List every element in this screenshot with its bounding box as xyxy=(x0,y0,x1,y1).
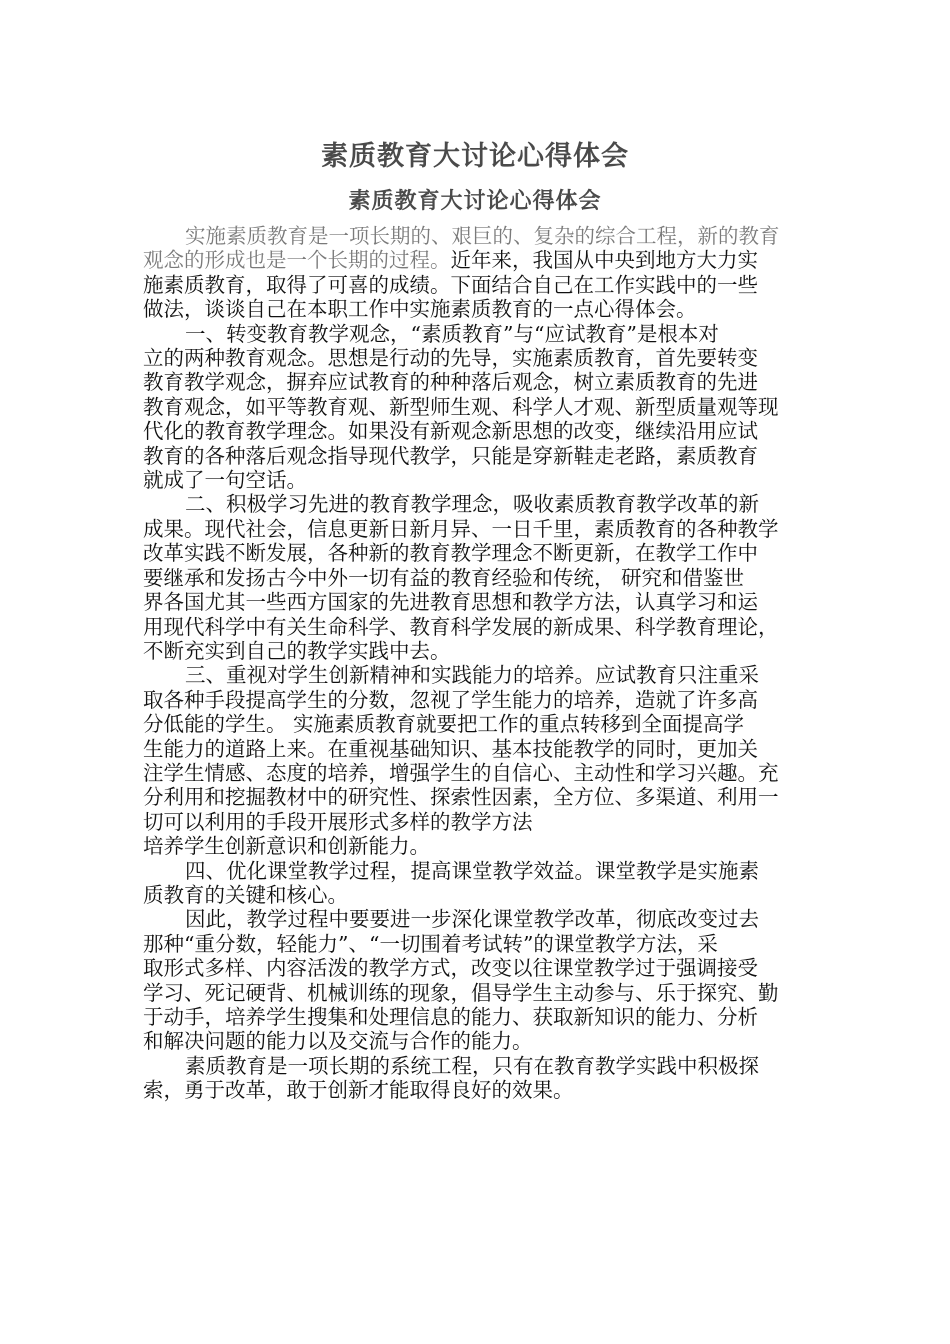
text-segment: 近年来，我国从中央到地方大力实 xyxy=(450,248,758,273)
text-line: 素质教育是一项长期的系统工程，只有在教育教学实践中积极探 xyxy=(185,1053,759,1078)
text-line: 分利用和挖掘教材中的研究性、探索性因素，全方位、多渠道、利用一 xyxy=(143,785,779,810)
text-line: 索，勇于改革，敢于创新才能取得良好的效果。 xyxy=(143,1078,574,1103)
text-line: 注学生情感、态度的培养，增强学生的自信心、主动性和学习兴趣。充 xyxy=(143,760,779,785)
text-line: 要继承和发扬古今中外一切有益的教育经验和传统， 研究和借鉴世 xyxy=(143,565,745,590)
text-line: 三、重视对学生创新精神和实践能力的培养。应试教育只注重采 xyxy=(185,663,759,688)
text-line: 四、优化课堂教学过程，提高课堂教学效益。课堂教学是实施素 xyxy=(185,858,759,883)
text-line: 施素质教育，取得了可喜的成绩。下面结合自己在工作实践中的一些 xyxy=(143,272,758,297)
text-line: 做法，谈谈自己在本职工作中实施素质教育的一点心得体会。 xyxy=(143,297,697,322)
text-line: 不断充实到自己的教学实践中去。 xyxy=(143,638,451,663)
text-line: 因此，教学过程中要要进一步深化课堂教学改革，彻底改变过去 xyxy=(185,907,759,932)
text-line: 那种“重分数，轻能力”、“一切围着考试转”的课堂教学方法，采 xyxy=(143,931,718,956)
text-line: 代化的教育教学理念。如果没有新观念新思想的改变，继续沿用应试 xyxy=(143,419,758,444)
text-line: 取形式多样、内容活泼的教学方式，改变以往课堂教学过于强调接受 xyxy=(143,956,758,981)
text-line: 实施素质教育是一项长期的、艰巨的、复杂的综合工程，新的教育 xyxy=(185,224,780,248)
document-title: 素质教育大讨论心得体会 xyxy=(321,141,629,172)
text-line: 质教育的关键和核心。 xyxy=(143,882,348,907)
text-line: 生能力的道路上来。在重视基础知识、基本技能教学的同时，更加关 xyxy=(143,736,758,761)
text-line: 立的两种教育观念。思想是行动的先导，实施素质教育，首先要转变 xyxy=(143,346,758,371)
text-line: 学习、死记硬背、机械训练的现象，倡导学生主动参与、乐于探究、勤 xyxy=(143,980,779,1005)
text-line: 用现代科学中有关生命科学、教育科学发展的新成果、科学教育理论， xyxy=(143,614,779,639)
text-line: 培养学生创新意识和创新能力。 xyxy=(143,834,430,859)
text-line: 分低能的学生。 实施素质教育就要把工作的重点转移到全面提高学 xyxy=(143,712,745,737)
text-line: 取各种手段提高学生的分数，忽视了学生能力的培养，造就了许多高 xyxy=(143,687,758,712)
text-line: 就成了一句空话。 xyxy=(143,468,307,493)
document-subtitle: 素质教育大讨论心得体会 xyxy=(348,189,602,214)
text-line: 一、转变教育教学观念，“素质教育”与“应试教育”是根本对 xyxy=(185,321,719,346)
document-body xyxy=(143,224,815,1103)
text-segment-faded: 观念的形成也是一个长期的过程。 xyxy=(143,248,451,273)
text-line: 成果。现代社会，信息更新日新月异、一日千里，素质教育的各种教学 xyxy=(143,516,779,541)
text-line: 界各国尤其一些西方国家的先进教育思想和教学方法，认真学习和运 xyxy=(143,590,758,615)
text-line: 改革实践不断发展，各种新的教育教学理念不断更新，在教学工作中 xyxy=(143,541,758,566)
text-line: 教育观念，如平等教育观、新型师生观、科学人才观、新型质量观等现 xyxy=(143,394,779,419)
text-line: 教育教学观念，摒弃应试教育的种种落后观念，树立素质教育的先进 xyxy=(143,370,758,395)
text-line: 切可以利用的手段开展形式多样的教学方法 xyxy=(143,809,533,834)
text-line xyxy=(143,248,815,272)
text-line: 二、积极学习先进的教育教学理念，吸收素质教育教学改革的新 xyxy=(185,492,759,517)
text-line: 和解决问题的能力以及交流与合作的能力。 xyxy=(143,1029,533,1054)
text-line: 教育的各种落后观念指导现代教学，只能是穿新鞋走老路，素质教育 xyxy=(143,443,758,468)
text-line: 于动手，培养学生搜集和处理信息的能力、获取新知识的能力、分析 xyxy=(143,1005,758,1029)
